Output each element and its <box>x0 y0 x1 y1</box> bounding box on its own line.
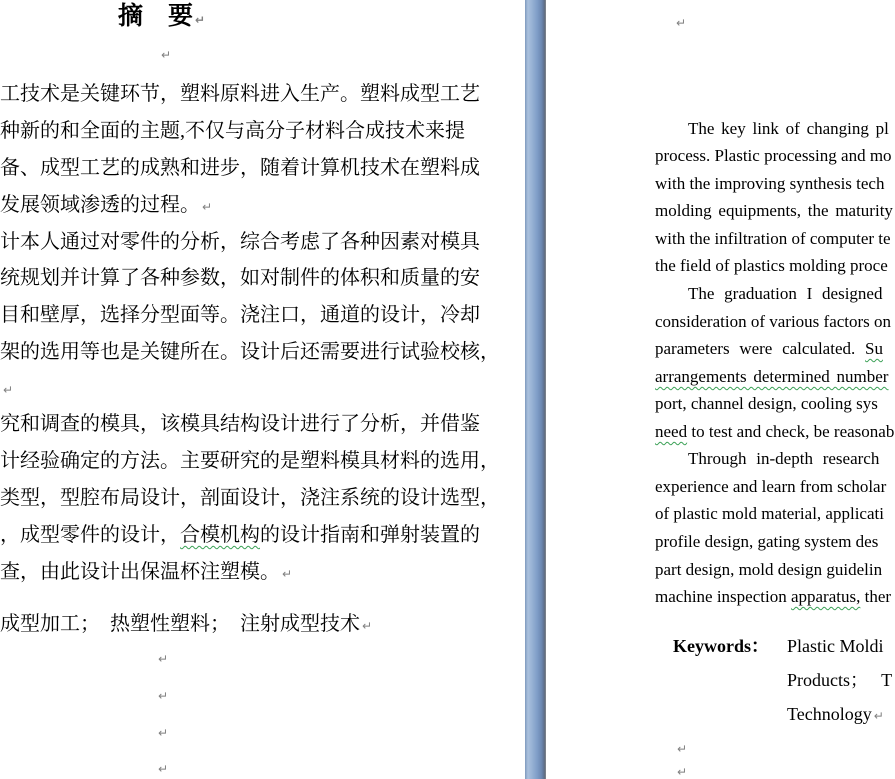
pilcrow-mark: ↵ <box>161 48 172 62</box>
grammar-underlined-text: need <box>655 422 688 441</box>
text-segment: machine inspection <box>655 587 791 606</box>
cn-keywords-line: 成型加工； 热塑性塑料； 注射成型技术 ↵ <box>0 613 373 635</box>
en-text-line: of plastic mold material, applicati <box>655 504 884 523</box>
en-text-line: The graduation I designed <box>688 284 883 303</box>
pilcrow-mark: ↵ <box>3 383 14 397</box>
en-text-line: with the infiltration of computer te <box>655 229 891 248</box>
grammar-underlined-text: arrangements determined number <box>655 367 889 386</box>
en-text-line <box>655 338 883 359</box>
en-text-line: profile design, gating system des <box>655 532 879 551</box>
pilcrow-mark: ↵ <box>676 16 687 30</box>
page-divider <box>525 0 546 779</box>
cn-text-line: 工技术是关键环节，塑料原料进入生产。塑料成型工艺 <box>0 83 480 105</box>
keywords-label: Keywords： <box>673 636 769 656</box>
en-text-line: part design, mold design guidelin <box>655 560 883 579</box>
cn-text-line: 查，由此设计出保温杯注塑模。 ↵ <box>0 561 293 583</box>
text-segment: ，成型零件的设计， <box>0 524 180 546</box>
cn-text-line: 种新的和全面的主题,不仅与高分子材料合成技术来提 <box>0 120 465 142</box>
pilcrow-mark: ↵ <box>677 765 688 779</box>
grammar-underlined-text: 合模机构 <box>180 524 260 546</box>
pilcrow-mark: ↵ <box>677 742 688 756</box>
en-text-line: experience and learn from scholar <box>655 477 887 496</box>
grammar-underlined-text: apparatus, <box>790 587 861 606</box>
cn-text-line: 架的选用等也是关键所在。设计后还需要进行试验校核， <box>0 341 500 363</box>
pilcrow-mark: ↵ <box>158 652 169 666</box>
en-text-line: the field of plastics molding proce <box>655 256 888 275</box>
text-segment: parameters were calculated. <box>655 339 865 358</box>
text-segment: to test and check, be reasonab <box>687 422 895 441</box>
en-text-line: with the improving synthesis tech <box>655 174 885 193</box>
grammar-underlined-text: Su <box>865 339 883 358</box>
en-text-line <box>655 421 894 442</box>
cn-text-line: 计经验确定的方法。主要研究的是塑料模具材料的选用， <box>0 450 500 472</box>
pilcrow-mark: ↵ <box>158 689 169 703</box>
cn-text-line: 类型，型腔布局设计，剖面设计，浇注系统的设计选型， <box>0 487 500 509</box>
en-text-line: port, channel design, cooling sys <box>655 394 878 413</box>
pilcrow-mark: ↵ <box>362 619 373 633</box>
abstract-title-cn <box>118 2 205 35</box>
en-text-line: The key link of changing pl <box>688 119 889 138</box>
title-text: 摘 要 <box>118 3 194 30</box>
pilcrow-mark: ↵ <box>195 13 206 27</box>
cn-text-line <box>0 523 480 547</box>
cn-text-line: 究和调查的模具，该模具结构设计进行了分析，并借鉴 <box>0 413 480 435</box>
en-text-line: consideration of various factors on <box>655 312 892 331</box>
text-segment: 的设计指南和弹射装置的 <box>260 524 480 546</box>
en-text-line <box>655 586 891 607</box>
en-keywords-value: Products； T <box>787 670 893 690</box>
en-text-line: Through in-depth research <box>688 449 880 468</box>
pilcrow-mark: ↵ <box>158 726 169 740</box>
right-page <box>546 0 895 779</box>
pilcrow-mark: ↵ <box>202 200 213 214</box>
cn-text-line: 目和壁厚，选择分型面等。浇注口，通道的设计，冷却 <box>0 304 480 326</box>
en-text-line: molding equipments, the maturity <box>655 201 893 220</box>
cn-text-line: 计本人通过对零件的分析，综合考虑了各种因素对模具 <box>0 231 480 253</box>
cn-text-line: 备、成型工艺的成熟和进步，随着计算机技术在塑料成 <box>0 157 480 179</box>
pilcrow-mark: ↵ <box>158 762 169 776</box>
en-keywords-value: Plastic Moldi <box>787 636 884 656</box>
en-text-line: process. Plastic processing and mo <box>655 146 892 165</box>
en-keywords-value: Technology ↵ <box>787 704 884 724</box>
cn-text-line: 统规划并计算了各种参数，如对制件的体积和质量的安 <box>0 267 480 289</box>
pilcrow-mark: ↵ <box>282 567 293 581</box>
en-text-line <box>655 366 888 387</box>
cn-text-line: 发展领域渗透的过程。 ↵ <box>0 194 213 216</box>
text-segment: ther <box>860 587 892 606</box>
en-keywords-line <box>673 636 769 657</box>
pilcrow-mark: ↵ <box>873 709 884 723</box>
